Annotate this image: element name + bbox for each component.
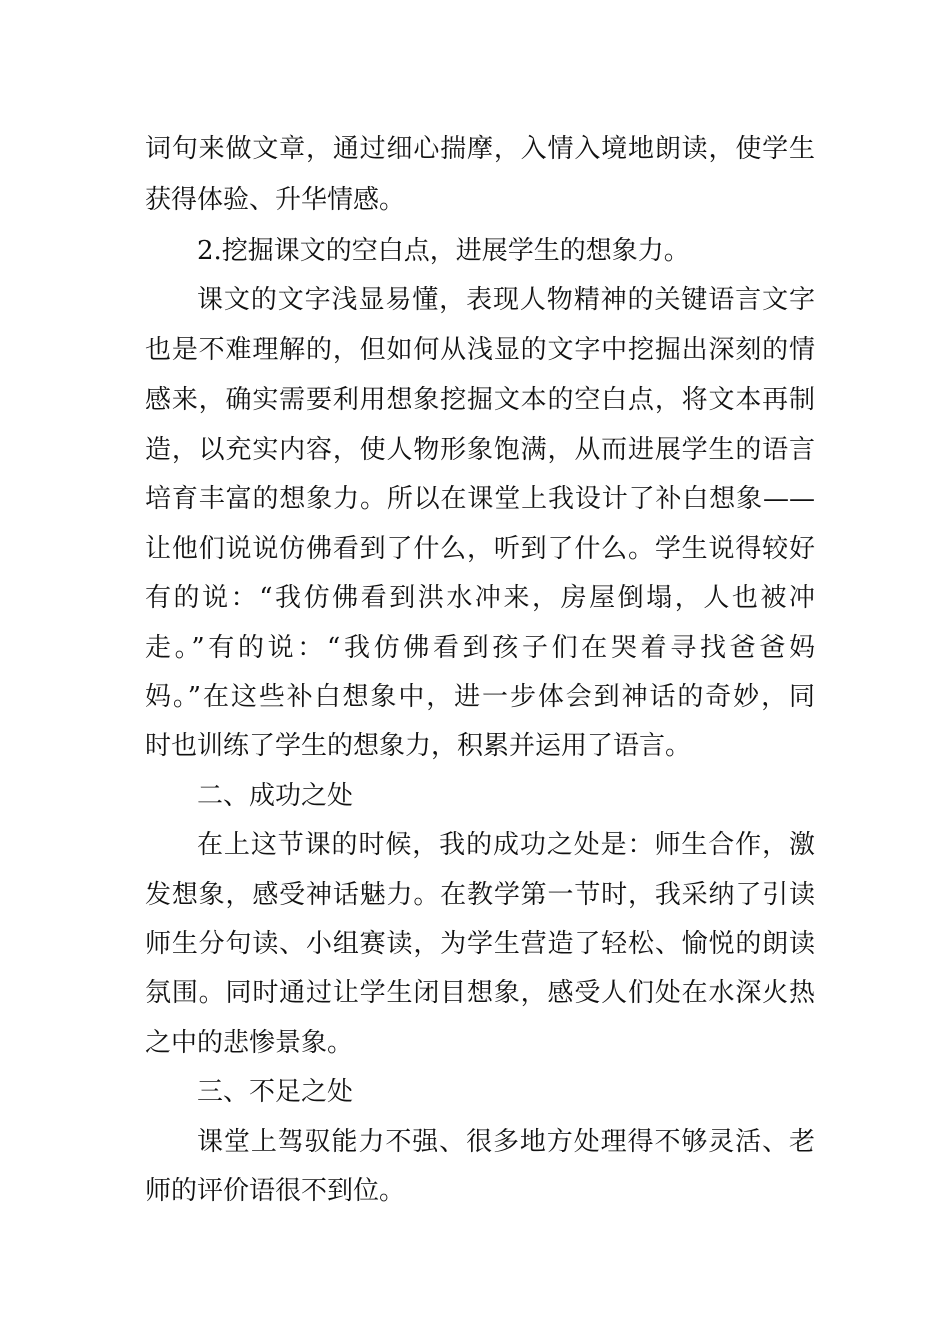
body-text-line: 感来，确实需要利用想象挖掘文本的空白点，将文本再制 xyxy=(145,385,815,415)
body-text-line: 课文的文字浅显易懂，表现人物精神的关键语言文字 xyxy=(197,285,815,315)
body-text-line: 培育丰富的想象力。所以在课堂上我设计了补白想象—— xyxy=(145,484,815,514)
body-text-line: 有的说：“我仿佛看到洪水冲来，房屋倒塌，人也被冲 xyxy=(145,583,815,613)
body-text-line: 师的评价语很不到位。 xyxy=(145,1176,406,1206)
body-text-line: 在上这节课的时候，我的成功之处是：师生合作，激 xyxy=(197,830,815,860)
body-text-line: 师生分句读、小组赛读，为学生营造了轻松、愉悦的朗读 xyxy=(145,929,815,959)
body-text-line: 词句来做文章，通过细心揣摩，入情入境地朗读，使学生 xyxy=(145,134,815,164)
body-text-line: 让他们说说仿佛看到了什么，听到了什么。学生说得较好 xyxy=(145,534,815,564)
body-text-line: 造，以充实内容，使人物形象饱满，从而进展学生的语言 xyxy=(145,435,815,465)
body-text-line: 氛围。同时通过让学生闭目想象，感受人们处在水深火热 xyxy=(145,978,815,1008)
body-text-line: 妈。”在这些补白想象中，进一步体会到神话的奇妙，同 xyxy=(145,682,815,712)
body-text-line: 也是不难理解的，但如何从浅显的文字中挖掘出深刻的情 xyxy=(145,335,815,365)
section-heading: 二、成功之处 xyxy=(197,781,354,811)
body-text-line: 发想象，感受神话魅力。在教学第一节时，我采纳了引读 xyxy=(145,880,815,910)
body-text-line: 之中的悲惨景象。 xyxy=(145,1028,354,1058)
section-subheading: 2.挖掘课文的空白点，进展学生的想象力。 xyxy=(197,236,690,266)
body-text-line: 获得体验、升华情感。 xyxy=(145,185,406,215)
body-text-line: 课堂上驾驭能力不强、很多地方处理得不够灵活、老 xyxy=(197,1127,815,1157)
section-heading: 三、不足之处 xyxy=(197,1077,354,1107)
body-text-line: 走。”有的说：“我仿佛看到孩子们在哭着寻找爸爸妈 xyxy=(145,633,815,663)
body-text-line: 时也训练了学生的想象力，积累并运用了语言。 xyxy=(145,731,692,761)
